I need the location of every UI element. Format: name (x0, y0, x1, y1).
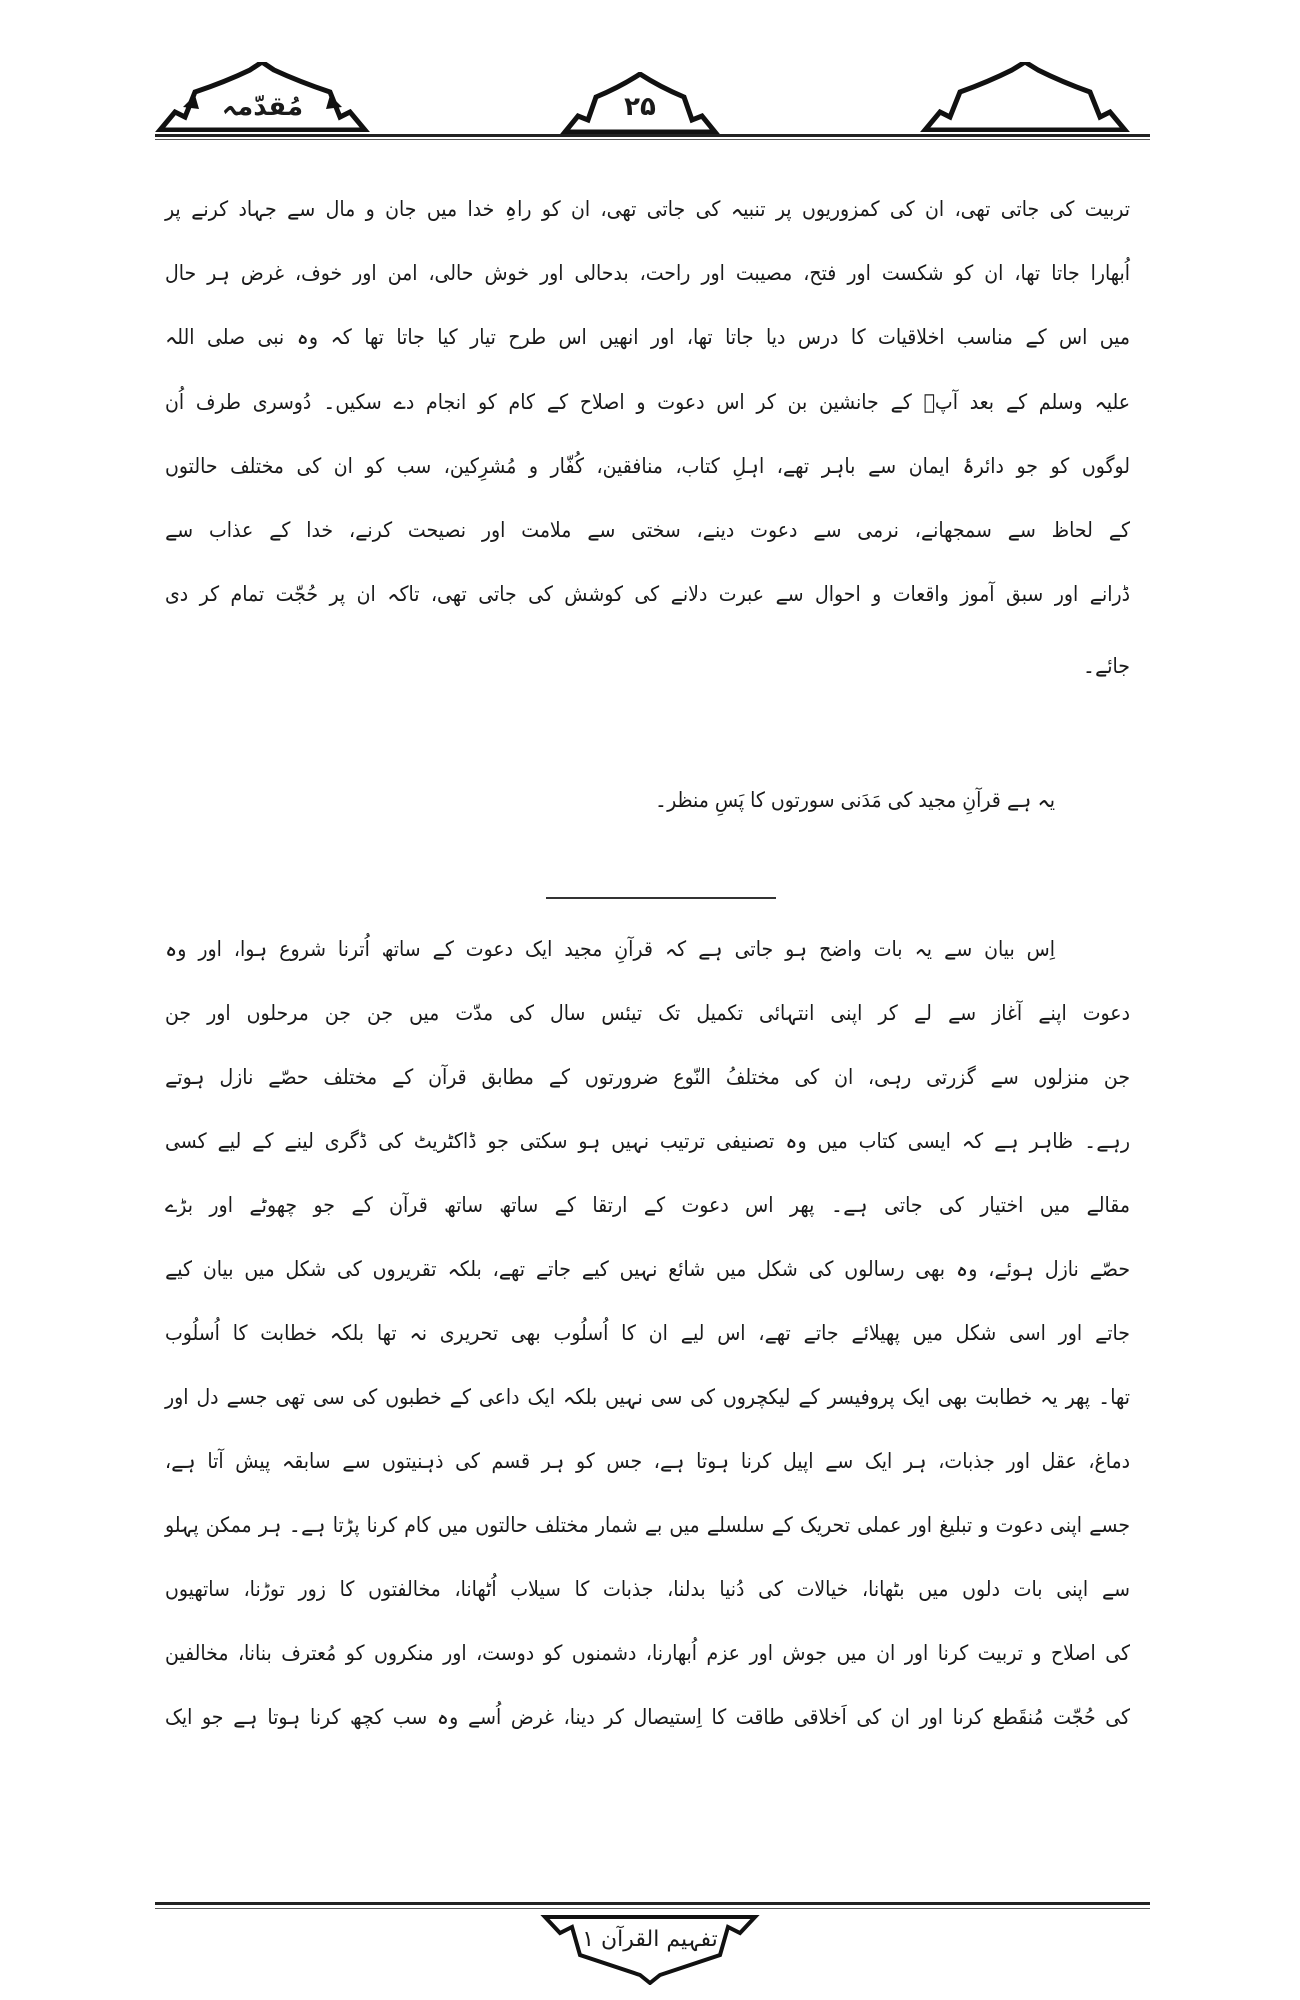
text-line: ڈرانے اور سبق آموز واقعات و احوال سے عبرت دلانے کی کوشش کی جاتی تھی، تاکہ ان پر حُجّت تمام کر دی (165, 582, 1130, 606)
header-rule-thin (155, 139, 1150, 140)
text-line: رہے۔ ظاہر ہے کہ ایسی کتاب میں وہ تصنیفی ترتیب نہیں ہو سکتی جو ڈاکٹریٹ کی ڈگری لینے کے لیے کسی (165, 1129, 1130, 1153)
text-line: جن منزلوں سے گزرتی رہی، ان کی مختلفُ النّوع ضرورتوں کے مطابق قرآن کے مختلف حصّے نازل ہوتے (165, 1065, 1130, 1089)
footer-ornament (540, 1915, 760, 1985)
section-separator (546, 897, 776, 899)
header-ornament-page-number (560, 72, 720, 134)
text-line: تھا۔ پھر یہ خطابت بھی ایک پروفیسر کے لیکچروں کی سی نہیں بلکہ ایک داعی کے خطبوں کی سی تھی جسے دل اور (165, 1385, 1130, 1409)
text-line: لوگوں کو جو دائرۂ ایمان سے باہر تھے، اہلِ کتاب، منافقین، کُفّار و مُشرِکین، سب کو ان کی مختلف حالتوں (165, 454, 1130, 478)
text-line: جائے۔ (1082, 654, 1130, 678)
text-line: جاتے اور اسی شکل میں پھیلائے جاتے تھے، اس لیے ان کا اُسلُوب بھی تحریری نہ تھا بلکہ خطابت کا اُسلُوب (165, 1321, 1130, 1345)
text-line: سے اپنی بات دلوں میں بٹھانا، خیالات کی دُنیا بدلنا، جذبات کا سیلاب اُٹھانا، مخالفتوں کا زور توڑنا، ساتھیوں (165, 1577, 1130, 1601)
text-line: میں اس کے مناسب اخلاقیات کا درس دیا جاتا تھا، اور انھیں اس طرح تیار کیا جاتا تھا کہ وہ نبی صلی اللہ (165, 325, 1130, 349)
closing-line: یہ ہے قرآنِ مجید کی مَدَنی سورتوں کا پَسِ منظر۔ (654, 788, 1055, 812)
book-title: تفہیم القرآن ۱ (582, 1927, 718, 1952)
footer-rule (155, 1902, 1150, 1905)
header-rule (155, 134, 1150, 137)
text-line: کی حُجّت مُنقَطع کرنا اور ان کی اَخلاقی طاقت کا اِستیصال کر دینا، غرض اُسے وہ سب کچھ کرنا ہوتا ہے جو ایک (165, 1705, 1130, 1729)
header-ornament-section (155, 62, 370, 132)
text-line: علیہ وسلم کے بعد آپؐ کے جانشین بن کر اس دعوت و اصلاح کے کام کو انجام دے سکیں۔ دُوسری طرف اُن (165, 390, 1130, 414)
text-line: مقالے میں اختیار کی جاتی ہے۔ پھر اس دعوت کے ارتقا کے ساتھ ساتھ قرآن کے جو چھوٹے اور بڑے (165, 1193, 1130, 1217)
text-line: تربیت کی جاتی تھی، ان کی کمزوریوں پر تنبیہ کی جاتی تھی، ان کو راہِ خدا میں جان و مال سے جہاد کرنے پر (165, 197, 1130, 221)
section-title: مُقدّمہ (221, 92, 304, 122)
text-line: حصّے نازل ہوئے، وہ بھی رسالوں کی شکل میں شائع نہیں کیے جاتے تھے، بلکہ تقریروں کی شکل میں بیان کیے (165, 1257, 1130, 1281)
text-line: دماغ، عقل اور جذبات، ہر ایک سے اپیل کرنا ہوتا ہے، جس کو ہر قسم کی ذہنیتوں سے سابقہ پیش آتا ہے، (165, 1449, 1130, 1473)
footer-rule-thin (155, 1908, 1150, 1909)
header-ornament-right (920, 62, 1130, 132)
text-line: جسے اپنی دعوت و تبلیغ اور عملی تحریک کے سلسلے میں بے شمار مختلف حالتوں میں کام کرنا پڑتا ہے۔ ہر ممکن پہلو (165, 1513, 1130, 1537)
text-line: کے لحاظ سے سمجھانے، نرمی سے دعوت دینے، سختی سے ملامت اور نصیحت کرنے، خدا کے عذاب سے (165, 518, 1130, 542)
text-line: اُبھارا جاتا تھا، ان کو شکست اور فتح، مصیبت اور راحت، بدحالی اور خوش حالی، امن اور خوف، غرض ہر حال (165, 261, 1130, 285)
ornament-arch-icon (920, 62, 1130, 132)
text-line: کی اصلاح و تربیت کرنا اور ان میں جوش اور عزم اُبھارنا، دشمنوں کو دوست، اور منکروں کو مُعترف بنانا، مخالفین (165, 1641, 1130, 1665)
page-number: ۲۵ (624, 92, 656, 122)
text-line: اِس بیان سے یہ بات واضح ہو جاتی ہے کہ قرآنِ مجید ایک دعوت کے ساتھ اُترنا شروع ہوا، اور وہ (165, 937, 1055, 961)
text-line: دعوت اپنے آغاز سے لے کر اپنی انتہائی تکمیل تک تیئس سال کی مدّت میں جن جن مرحلوں اور جن (165, 1001, 1130, 1025)
